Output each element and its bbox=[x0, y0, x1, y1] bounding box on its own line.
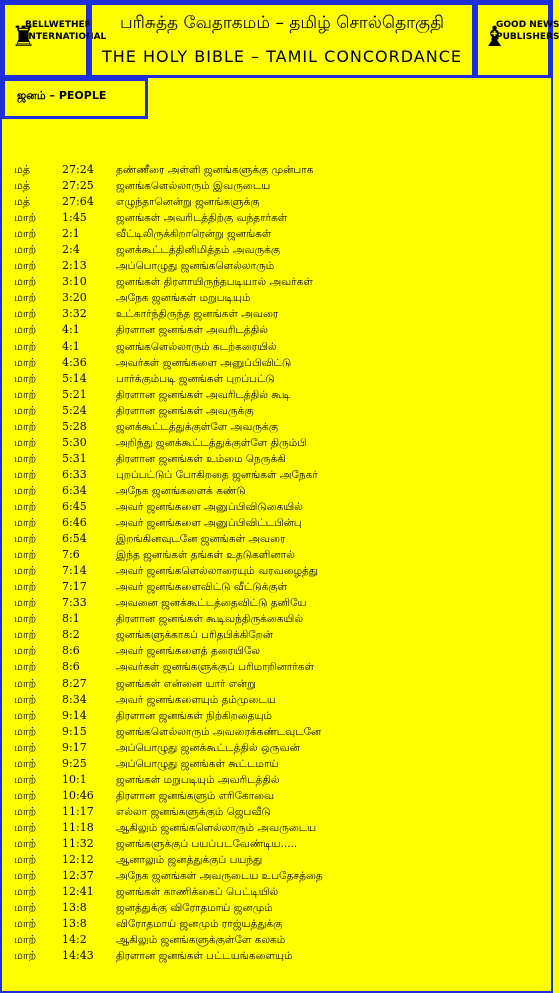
verse-text: பார்க்கும்படி ஜனங்கள் புறப்பட்டு bbox=[116, 372, 275, 385]
verse-ref: 6:33 bbox=[62, 467, 87, 481]
concordance-row bbox=[14, 643, 544, 659]
concordance-row bbox=[14, 884, 544, 900]
book-abbrev: மாற் bbox=[14, 788, 37, 802]
verse-ref: 9:25 bbox=[62, 756, 87, 770]
book-abbrev: மாற் bbox=[14, 243, 37, 257]
book-abbrev: மாற் bbox=[14, 933, 37, 947]
book-abbrev: மாற் bbox=[14, 355, 37, 369]
verse-text: அப்பொழுது ஜனங்கள் கூட்டமாய் bbox=[116, 757, 279, 770]
verse-ref: 7:33 bbox=[62, 596, 87, 610]
verse-text: இறங்கினவுடனே ஜனங்கள் அவரை bbox=[116, 533, 286, 546]
verse-text: ஆகிலும் ஜனங்களுக்குள்ளே கலகம் bbox=[116, 934, 286, 947]
verse-ref: 13:8 bbox=[62, 917, 87, 931]
verse-text: ஜனங்கள் மறுபடியும் அவரிடத்தில் bbox=[116, 773, 280, 786]
book-abbrev: மாற் bbox=[14, 901, 37, 915]
book-abbrev: மாற் bbox=[14, 676, 37, 690]
book-abbrev: மாற் bbox=[14, 853, 37, 867]
verse-text: அவர் ஜனங்களெல்லாரையும் வரவழைத்து bbox=[116, 565, 318, 578]
verse-ref: 8:27 bbox=[62, 676, 87, 690]
section-label: ஜனம் – PEOPLE bbox=[17, 89, 107, 102]
book-abbrev: மாற் bbox=[14, 339, 37, 353]
verse-ref: 5:21 bbox=[62, 387, 87, 401]
lamp-icon: ♝ bbox=[482, 20, 508, 53]
title-tamil: பரிசுத்த வேதாகமம் – தமிழ் சொல்தொகுதி bbox=[119, 13, 444, 33]
verse-ref: 9:15 bbox=[62, 724, 87, 738]
book-abbrev: மாற் bbox=[14, 532, 37, 546]
verse-ref: 14:43 bbox=[62, 949, 94, 963]
verse-text: ஜனங்கள் காணிக்கைப் பெட்டியில் bbox=[116, 886, 279, 899]
concordance-row bbox=[14, 274, 544, 290]
verse-text: ஜனங்கள் அவரிடத்திற்கு வந்தார்கள் bbox=[116, 212, 288, 225]
book-abbrev: மாற் bbox=[14, 660, 37, 674]
book-abbrev: மாற் bbox=[14, 836, 37, 850]
verse-ref: 12:12 bbox=[62, 853, 94, 867]
concordance-row bbox=[14, 563, 544, 579]
concordance-row bbox=[14, 483, 544, 499]
verse-text: அநேக ஜனங்களைக் கண்டு bbox=[116, 484, 246, 497]
verse-ref: 13:8 bbox=[62, 901, 87, 915]
book-abbrev: மாற் bbox=[14, 291, 37, 305]
concordance-row bbox=[14, 868, 544, 884]
concordance-row bbox=[14, 756, 544, 772]
verse-ref: 1:45 bbox=[62, 211, 87, 225]
verse-ref: 8:6 bbox=[62, 644, 80, 658]
book-abbrev: மாற் bbox=[14, 708, 37, 722]
concordance-row bbox=[14, 435, 544, 451]
concordance-row bbox=[14, 499, 544, 515]
book-abbrev: மாற் bbox=[14, 227, 37, 241]
verse-text: அப்பொழுது ஜனங்களெல்லாரும் bbox=[116, 260, 275, 273]
book-abbrev: மாற் bbox=[14, 483, 37, 497]
verse-ref: 9:14 bbox=[62, 708, 87, 722]
book-abbrev: மாற் bbox=[14, 580, 37, 594]
title-banner bbox=[89, 2, 475, 78]
verse-text: ஜனங்களெல்லாரும் அவரைக்கண்டவுடனே bbox=[116, 725, 322, 738]
verse-ref: 8:2 bbox=[62, 628, 80, 642]
verse-ref: 8:34 bbox=[62, 692, 87, 706]
concordance-row bbox=[14, 692, 544, 708]
book-abbrev: மத் bbox=[14, 179, 31, 193]
book-abbrev: மாற் bbox=[14, 596, 37, 610]
concordance-row bbox=[14, 579, 544, 595]
concordance-row bbox=[14, 772, 544, 788]
concordance-row bbox=[14, 788, 544, 804]
verse-text: ஜனங்களுக்குப் பயப்படவேண்டிய..... bbox=[116, 837, 298, 850]
concordance-row bbox=[14, 836, 544, 852]
verse-ref: 6:46 bbox=[62, 516, 87, 530]
verse-ref: 7:6 bbox=[62, 548, 80, 562]
concordance-row bbox=[14, 595, 544, 611]
verse-text: ஜனங்கள் என்னை யார் என்று bbox=[116, 677, 256, 690]
verse-ref: 27:64 bbox=[62, 195, 94, 209]
book-abbrev: மாற் bbox=[14, 548, 37, 562]
concordance-row bbox=[14, 339, 544, 355]
verse-ref: 12:41 bbox=[62, 885, 94, 899]
book-abbrev: மாற் bbox=[14, 467, 37, 481]
concordance-row bbox=[14, 322, 544, 338]
verse-text: திரளான ஜனங்கள் அவரிடத்தில் கூடி bbox=[116, 388, 291, 401]
book-abbrev: மாற் bbox=[14, 435, 37, 449]
verse-ref: 3:20 bbox=[62, 291, 87, 305]
verse-text: அவர் ஜனங்களைவிட்டு வீட்டுக்குள் bbox=[116, 581, 288, 594]
concordance-row bbox=[14, 467, 544, 483]
book-abbrev: மாற் bbox=[14, 804, 37, 818]
verse-ref: 8:1 bbox=[62, 612, 80, 626]
book-abbrev: மாற் bbox=[14, 387, 37, 401]
book-abbrev: மாற் bbox=[14, 499, 37, 513]
verse-text: திரளான ஜனங்கள் அவருக்கு bbox=[116, 404, 254, 417]
book-abbrev: மாற் bbox=[14, 259, 37, 273]
verse-text: அப்பொழுது ஜனக்கூட்டத்தில் ஒருவன் bbox=[116, 741, 300, 754]
verse-text: விரோதமாய் ஜனமும் ராஜ்யத்துக்கு bbox=[116, 918, 283, 931]
concordance-row bbox=[14, 948, 544, 964]
concordance-list bbox=[14, 162, 544, 964]
good-news-logo bbox=[475, 2, 559, 78]
bellwether-logo bbox=[2, 2, 107, 78]
book-abbrev: மாற் bbox=[14, 612, 37, 626]
book-abbrev: மாற் bbox=[14, 516, 37, 530]
verse-ref: 6:45 bbox=[62, 499, 87, 513]
verse-ref: 4:1 bbox=[62, 339, 80, 353]
concordance-row bbox=[14, 371, 544, 387]
verse-text: திரளான ஜனங்களும் எரிகோவை bbox=[116, 789, 275, 802]
book-abbrev: மாற் bbox=[14, 869, 37, 883]
book-abbrev: மாற் bbox=[14, 628, 37, 642]
verse-text: அவர் ஜனங்களை அனுப்பிவிட்டபின்பு bbox=[116, 517, 302, 530]
concordance-row bbox=[14, 290, 544, 306]
book-abbrev: மத் bbox=[14, 195, 31, 209]
verse-text: திரளான ஜனங்கள் பட்டயங்களையும் bbox=[116, 950, 293, 963]
section-header bbox=[2, 78, 148, 119]
verse-text: அவர்கள் ஜனங்களை அனுப்பிவிட்டு bbox=[116, 356, 292, 369]
verse-text: புறப்பட்டுப் போகிறதை ஜனங்கள் அநேகர் bbox=[116, 468, 318, 481]
concordance-row bbox=[14, 242, 544, 258]
verse-text: ஜனத்துக்கு விரோதமாய் ஜனமும் bbox=[116, 902, 273, 915]
verse-ref: 27:25 bbox=[62, 179, 94, 193]
verse-ref: 12:37 bbox=[62, 869, 94, 883]
verse-ref: 27:24 bbox=[62, 163, 94, 176]
book-abbrev: மாற் bbox=[14, 451, 37, 465]
verse-ref: 8:6 bbox=[62, 660, 80, 674]
book-abbrev: மாற் bbox=[14, 724, 37, 738]
concordance-row bbox=[14, 852, 544, 868]
concordance-row bbox=[14, 355, 544, 371]
verse-ref: 11:17 bbox=[62, 804, 94, 818]
verse-ref: 3:32 bbox=[62, 307, 87, 321]
concordance-row bbox=[14, 611, 544, 627]
concordance-row bbox=[14, 900, 544, 916]
concordance-row bbox=[14, 162, 544, 178]
verse-text: திரளான ஜனங்கள் அவரிடத்தில் bbox=[116, 324, 268, 337]
verse-ref: 4:1 bbox=[62, 323, 80, 337]
concordance-row bbox=[14, 724, 544, 740]
verse-text: அநேக ஜனங்கள் அவருடைய உபதேசத்தை bbox=[116, 870, 323, 883]
verse-ref: 10:46 bbox=[62, 788, 94, 802]
book-abbrev: மாற் bbox=[14, 917, 37, 931]
book-abbrev: மாற் bbox=[14, 740, 37, 754]
concordance-row bbox=[14, 659, 544, 675]
concordance-row bbox=[14, 387, 544, 403]
bellwether-logo-text: BELLWETHER INTERNATIONAL bbox=[25, 20, 107, 43]
verse-ref: 5:31 bbox=[62, 451, 87, 465]
book-abbrev: மாற் bbox=[14, 772, 37, 786]
tower-icon: ♜ bbox=[11, 20, 37, 53]
verse-ref: 3:10 bbox=[62, 275, 87, 289]
verse-text: அநேக ஜனங்கள் மறுபடியும் bbox=[116, 292, 251, 305]
verse-ref: 10:1 bbox=[62, 772, 87, 786]
verse-ref: 5:28 bbox=[62, 419, 87, 433]
book-abbrev: மாற் bbox=[14, 949, 37, 963]
verse-text: அவர் ஜனங்களையும் தம்முடைய bbox=[116, 693, 276, 706]
verse-text: ஜனங்களுக்காகப் பரிதபிக்கிறேன் bbox=[116, 629, 274, 642]
book-abbrev: மாற் bbox=[14, 885, 37, 899]
book-abbrev: மாற் bbox=[14, 756, 37, 770]
concordance-row bbox=[14, 916, 544, 932]
concordance-row bbox=[14, 226, 544, 242]
verse-text: தண்ணீரை அள்ளி ஜனங்களுக்கு முன்பாக bbox=[116, 164, 314, 176]
book-abbrev: மாற் bbox=[14, 644, 37, 658]
book-abbrev: மத் bbox=[14, 163, 31, 176]
verse-text: திரளான ஜனங்கள் நிற்கிறதையும் bbox=[116, 709, 272, 722]
book-abbrev: மாற் bbox=[14, 403, 37, 417]
verse-text: ஜனக்கூட்டத்துக்குள்ளே அவருக்கு bbox=[116, 420, 279, 433]
verse-text: ஆகிலும் ஜனங்களெல்லாரும் அவருடைய bbox=[116, 821, 317, 834]
verse-ref: 5:24 bbox=[62, 403, 87, 417]
verse-ref: 11:32 bbox=[62, 836, 94, 850]
concordance-row bbox=[14, 419, 544, 435]
verse-text: ஜனங்கள் திரளாயிருந்தபடியால் அவர்கள் bbox=[116, 276, 313, 289]
verse-text: எல்லா ஜனங்களுக்கும் ஜெபவீடு bbox=[116, 805, 271, 818]
verse-ref: 2:4 bbox=[62, 243, 80, 257]
verse-text: அவனை ஜனக்கூட்டத்தைவிட்டு தனியே bbox=[116, 597, 307, 610]
book-abbrev: மாற் bbox=[14, 307, 37, 321]
verse-text: ஜனங்களெல்லாரும் இவருடைய bbox=[116, 180, 271, 193]
book-abbrev: மாற் bbox=[14, 820, 37, 834]
concordance-row bbox=[14, 451, 544, 467]
book-abbrev: மாற் bbox=[14, 371, 37, 385]
verse-text: அறிந்து ஜனக்கூட்டத்துக்குள்ளே திரும்பி bbox=[116, 436, 307, 449]
verse-text: ஜனக்கூட்டத்தினிமித்தம் அவருக்கு bbox=[116, 244, 281, 257]
book-abbrev: மாற் bbox=[14, 419, 37, 433]
verse-text: இந்த ஜனங்கள் தங்கள் உதடுகளினால் bbox=[116, 549, 295, 562]
verse-ref: 5:30 bbox=[62, 435, 87, 449]
verse-ref: 9:17 bbox=[62, 740, 87, 754]
concordance-row bbox=[14, 194, 544, 210]
concordance-row bbox=[14, 210, 544, 226]
title-english: THE HOLY BIBLE – TAMIL CONCORDANCE bbox=[102, 47, 462, 66]
book-abbrev: மாற் bbox=[14, 323, 37, 337]
concordance-row bbox=[14, 627, 544, 643]
concordance-row bbox=[14, 676, 544, 692]
concordance-row bbox=[14, 804, 544, 820]
verse-text: அவர் ஜனங்களைத் தரையிலே bbox=[116, 645, 261, 658]
verse-ref: 4:36 bbox=[62, 355, 87, 369]
concordance-row bbox=[14, 932, 544, 948]
concordance-row bbox=[14, 403, 544, 419]
book-abbrev: மாற் bbox=[14, 275, 37, 289]
verse-text: உட்கார்ந்திருந்த ஜனங்கள் அவரை bbox=[116, 308, 279, 321]
concordance-row bbox=[14, 547, 544, 563]
book-abbrev: மாற் bbox=[14, 564, 37, 578]
concordance-row bbox=[14, 258, 544, 274]
concordance-row bbox=[14, 515, 544, 531]
verse-ref: 14:2 bbox=[62, 933, 87, 947]
concordance-row bbox=[14, 178, 544, 194]
verse-ref: 7:14 bbox=[62, 564, 87, 578]
concordance-row bbox=[14, 708, 544, 724]
verse-text: வீட்டிலிருக்கிறாரென்று ஜனங்கள் bbox=[116, 228, 272, 241]
verse-ref: 7:17 bbox=[62, 580, 87, 594]
good-news-logo-text: GOOD NEWS PUBLISHERS bbox=[496, 20, 559, 43]
book-abbrev: மாற் bbox=[14, 211, 37, 225]
concordance-row bbox=[14, 820, 544, 836]
verse-ref: 6:54 bbox=[62, 532, 87, 546]
verse-text: திரளான ஜனங்கள் கூடிவந்திருக்கையில் bbox=[116, 613, 304, 626]
book-abbrev: மாற் bbox=[14, 692, 37, 706]
verse-text: ஆனாலும் ஜனத்துக்குப் பயந்து bbox=[116, 854, 263, 867]
verse-text: அவர்கள் ஜனங்களுக்குப் பரிமாறினார்கள் bbox=[116, 661, 314, 674]
verse-text: திரளான ஜனங்கள் உம்மை நெருக்கி bbox=[116, 452, 286, 465]
concordance-row bbox=[14, 306, 544, 322]
verse-ref: 2:1 bbox=[62, 227, 80, 241]
verse-ref: 5:14 bbox=[62, 371, 87, 385]
verse-text: அவர் ஜனங்களை அனுப்பிவிடுகையில் bbox=[116, 500, 303, 513]
verse-ref: 11:18 bbox=[62, 820, 94, 834]
verse-text: எழுந்தானென்று ஜனங்களுக்கு bbox=[116, 196, 260, 209]
verse-ref: 2:13 bbox=[62, 259, 87, 273]
concordance-row bbox=[14, 531, 544, 547]
verse-ref: 6:34 bbox=[62, 483, 87, 497]
concordance-row bbox=[14, 740, 544, 756]
verse-text: ஜனங்களெல்லாரும் கடற்கரையில் bbox=[116, 340, 277, 353]
